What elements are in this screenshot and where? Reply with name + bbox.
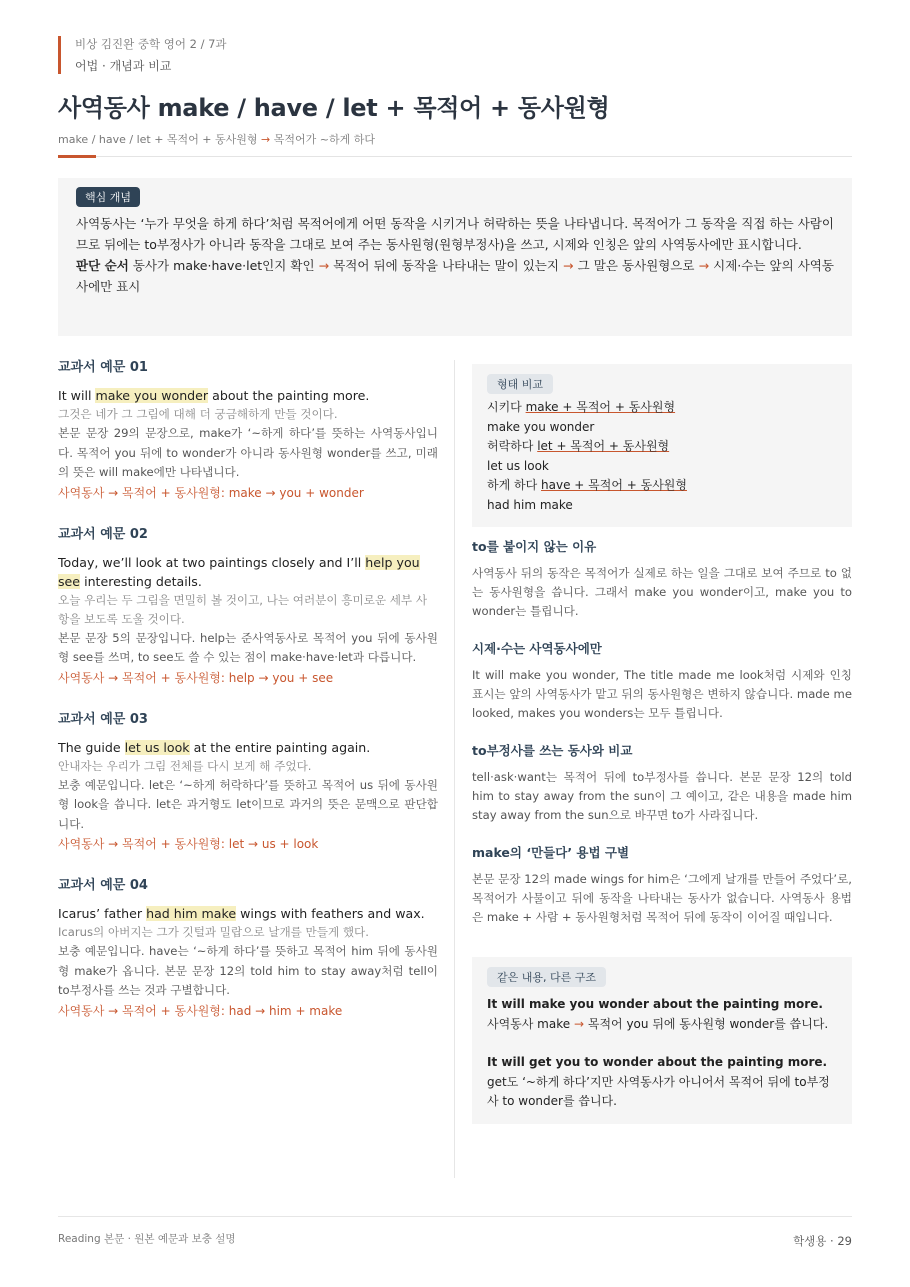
example-sentence [58, 904, 438, 923]
form-compare-box [472, 364, 852, 527]
highlighted-phrase: had him make [146, 906, 237, 921]
highlighted-phrase: make you wonder [95, 388, 209, 403]
arrow-icon: → [318, 258, 330, 273]
compare-example: make you wonder [487, 419, 595, 434]
compare-meaning: 하게 하다 [487, 478, 538, 492]
category-label: 어법 · 개념과 비교 [75, 59, 172, 73]
step-3: 그 말은 동사원형으로 [577, 258, 695, 273]
footer-source: Reading 본문 · 원본 예문과 보충 설명 [58, 1233, 236, 1245]
example-block [58, 710, 438, 855]
sentence-part: wings with feathers and wax. [236, 906, 425, 921]
note-heading: to부정사를 쓰는 동사와 비교 [472, 743, 633, 758]
example-sentence [58, 738, 438, 757]
judgment-steps [76, 255, 834, 297]
notes-column [472, 364, 852, 1124]
compare-row [487, 476, 837, 496]
book-info: 비상 김진완 중학 영어 2 / 7과 [75, 37, 227, 51]
note-body: tell·ask·want는 목적어 뒤에 to부정사를 씁니다. 본문 문장 12의 told him to stay away from the sun이 그 예이고, 같은 내용을 made him stay away from the sun으로 바꾸면 to가 사라집니다. [472, 770, 852, 822]
same-meaning-badge: 같은 내용, 다른 구조 [487, 967, 606, 987]
note-section [472, 639, 852, 723]
arrow-icon: → [573, 1016, 585, 1031]
form-compare-badge: 형태 비교 [487, 374, 553, 394]
example-block [58, 358, 438, 503]
example-block [58, 525, 438, 688]
page-number: 학생용 · 29 [793, 1234, 852, 1248]
compare-meaning: 허락하다 [487, 439, 534, 453]
title-accent-bar [58, 155, 96, 158]
example-translation: 오늘 우리는 두 그림을 면밀히 볼 것이고, 나는 여러분이 흥미로운 세부 사항을 보도록 도울 것이다. [58, 592, 428, 626]
example-formula: 사역동사 → 목적어 + 동사원형: let → us + look [58, 837, 319, 851]
sentence-part: interesting details. [80, 573, 202, 589]
sentence-get: It will get you to wonder about the painting more. [487, 1055, 828, 1069]
page-subtitle [58, 131, 375, 147]
example-translation: 안내자는 우리가 그림 전체를 다시 보게 해 주었다. [58, 758, 312, 773]
sentence-part: Icarus’ father [58, 906, 147, 921]
compare-pattern: make + 목적어 + 동사원형 [525, 400, 676, 414]
step-1: 동사가 make·have·let인지 확인 [132, 258, 315, 273]
header [58, 36, 227, 74]
highlighted-phrase: let us look [124, 739, 190, 755]
sentence-part: The guide [58, 739, 125, 755]
compare-row [487, 437, 837, 457]
example-explanation: 본문 문장 29의 문장으로, make가 ‘~하게 하다’를 뜻하는 사역동사입니다. 목적어 you 뒤에 to wonder가 아니라 동사원형 wonder를 쓰고, 미래의 뜻은 will make에만 나타냅니다. [58, 426, 438, 479]
compare-row [487, 398, 837, 418]
note-heading: 시제·수는 사역동사에만 [472, 641, 602, 656]
example-translation: 그것은 네가 그 그림에 대해 더 궁금해하게 만들 것이다. [58, 407, 338, 421]
note-section [472, 537, 852, 621]
footer-divider [58, 1216, 852, 1217]
note-heading: make의 ‘만들다’ 용법 구별 [472, 845, 630, 860]
sentence-part: at the entire painting again. [189, 739, 371, 755]
core-concept-body: 사역동사는 ‘누가 무엇을 하게 하다’처럼 목적어에게 어떤 동작을 시키거나 허락하는 뜻을 나타냅니다. 목적어가 그 동작을 직접 하는 사람이므로 뒤에는 to부정사가 아니라 동작을 그대로 보여 주는 동사원형(원형부정사)을 쓰고, 시제와 인칭은 앞의 사역동사에만 표시합니다. [76, 216, 834, 252]
same-meaning-box [472, 957, 852, 1124]
example-formula: 사역동사 → 목적어 + 동사원형: help → you + see [58, 670, 334, 685]
sentence-part: It will [58, 388, 96, 403]
explanation-part: 목적어 you 뒤에 동사원형 wonder를 씁니다. [587, 1016, 829, 1031]
arrow-icon: → [261, 133, 271, 146]
examples-column [58, 358, 438, 1043]
arrow-icon: → [698, 258, 710, 273]
page-title: 사역동사 make / have / let + 목적어 + 동사원형 [58, 94, 610, 122]
example-formula: 사역동사 → 목적어 + 동사원형: make → you + wonder [58, 485, 364, 500]
example-sentence [58, 553, 438, 591]
step-4: 시제·수는 앞의 사역동사에만 표시 [76, 258, 834, 294]
compare-pattern: let + 목적어 + 동사원형 [537, 439, 670, 453]
sentence-part: about the painting more. [208, 388, 370, 403]
core-concept-box [58, 178, 852, 336]
compare-example: let us look [487, 458, 549, 473]
example-block [58, 876, 438, 1021]
compare-example: had him make [487, 497, 573, 512]
form-compare-list [487, 398, 837, 515]
spacer [487, 1034, 837, 1053]
note-body: It will make you wonder, The title made me look처럼 시제와 인칭 표시는 앞의 사역동사가 맡고 뒤의 동사원형은 변하지 않습니다. made me looked, makes you wonders는 모두 틀립니다. [472, 668, 852, 720]
example-heading: 교과서 예문 01 [58, 360, 148, 375]
sentence-part: Today, we’ll look at two paintings closely and I’ll [58, 554, 366, 570]
note-heading: to를 붙이지 않는 이유 [472, 539, 597, 554]
same-meaning-content [487, 995, 837, 1112]
sentence-make: It will make you wonder about the painting more. [487, 997, 823, 1011]
arrow-icon: → [563, 258, 574, 273]
example-translation: Icarus의 아버지는 그가 깃털과 밀랍으로 날개를 만들게 했다. [58, 925, 369, 939]
explanation-part: 사역동사 make [487, 1016, 571, 1031]
steps-label: 판단 순서 [76, 258, 129, 273]
highlighted-phrase: help you see [58, 554, 420, 589]
subtitle-main: make / have / let + 목적어 + 동사원형 [58, 133, 258, 146]
example-explanation: 보충 예문입니다. let은 ‘~하게 허락하다’를 뜻하고 목적어 us 뒤에 동사원형 look을 씁니다. let은 과거형도 let이므로 과거의 뜻은 문맥으로 판단합니다. [58, 777, 438, 831]
note-body: 사역동사 뒤의 동작은 목적어가 실제로 하는 일을 그대로 보여 주므로 to 없는 동사원형을 씁니다. 그래서 make you wonder이고, make you to wonder는 틀립니다. [472, 566, 852, 618]
example-explanation: 보충 예문입니다. have는 ‘~하게 하다’를 뜻하고 목적어 him 뒤에 동사원형 make가 옵니다. 본문 문장 12의 told him to stay away처럼 tell이 to부정사를 쓰는 것과 구별합니다. [58, 944, 438, 997]
example-heading: 교과서 예문 03 [58, 711, 148, 727]
sentence-make-explanation [487, 1015, 837, 1035]
compare-meaning: 시키다 [487, 400, 522, 414]
sentence-get-explanation: get도 ‘~하게 하다’지만 사역동사가 아니어서 목적어 뒤에 to부정사 to wonder를 씁니다. [487, 1074, 830, 1108]
compare-pattern: have + 목적어 + 동사원형 [541, 478, 687, 492]
title-divider [58, 156, 852, 157]
step-2: 목적어 뒤에 동작을 나타내는 말이 있는지 [333, 258, 559, 273]
example-sentence [58, 386, 438, 405]
note-section [472, 741, 852, 825]
example-explanation: 본문 문장 5의 문장입니다. help는 준사역동사로 목적어 you 뒤에 동사원형 see를 쓰며, to see도 쓸 수 있는 점이 make·have·let과 다릅니다. [58, 630, 438, 664]
note-section [472, 843, 852, 927]
example-heading: 교과서 예문 04 [58, 878, 148, 893]
subtitle-result: 목적어가 ~하게 하다 [273, 133, 375, 146]
example-heading: 교과서 예문 02 [58, 526, 148, 542]
note-body: 본문 문장 12의 made wings for him은 ‘그에게 날개를 만들어 주었다’로, 목적어가 사물이고 뒤에 동작을 나타내는 동사가 없습니다. 사역동사 용법은 make + 사람 + 동사원형처럼 목적어 뒤에 동작이 이어질 때입니다. [472, 872, 852, 924]
core-concept-badge: 핵심 개념 [76, 187, 140, 207]
example-formula: 사역동사 → 목적어 + 동사원형: had → him + make [58, 1003, 343, 1018]
column-divider [454, 360, 455, 1178]
